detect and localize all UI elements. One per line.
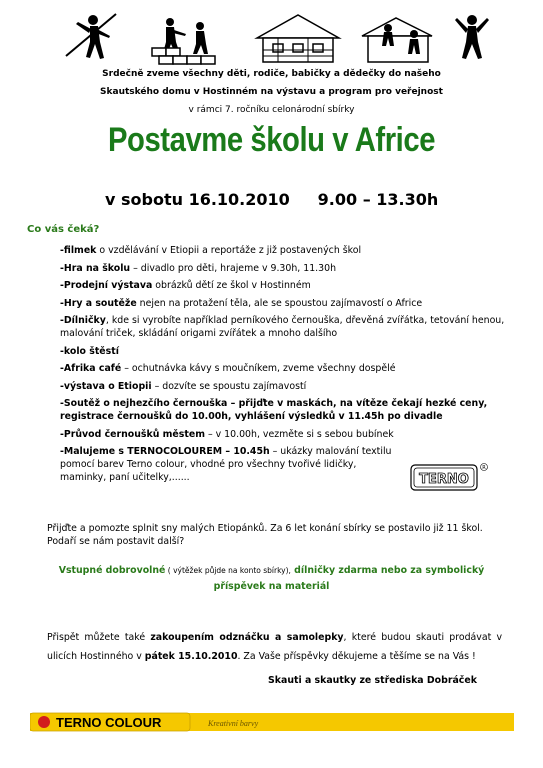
program-item-bold: -Hry a soutěže bbox=[60, 297, 137, 309]
program-item-text: obrázků dětí ze škol v Hostinném bbox=[152, 280, 311, 291]
program-item-bold: -Hra na školu bbox=[60, 262, 131, 274]
contrib-bold-1: zakoupením odznáčku a samolepky bbox=[150, 632, 344, 643]
builders-icon bbox=[150, 14, 220, 66]
entry-small: ( výtěžek půjde na konto sbírky), bbox=[165, 566, 291, 575]
program-item-bold: -kolo štěstí bbox=[60, 345, 119, 357]
program-item-bold: -filmek bbox=[60, 245, 97, 256]
program-item-text: nejen na protažení těla, ale se spoustou zajímavostí o Africe bbox=[136, 297, 423, 309]
contrib-text-3: . Za Vaše příspěvky děkujeme a těšíme se na Vás ! bbox=[237, 651, 476, 662]
program-item bbox=[60, 262, 515, 275]
contrib-bold-2: pátek 15.10.2010 bbox=[144, 651, 238, 662]
program-item bbox=[60, 279, 515, 292]
hunter-icon bbox=[60, 12, 120, 64]
program-item-bold: -Soutěž o nejhezčího černouška – přijďte v maskách, na vítěze čekají hezké ceny, registrace černoušků do 10.00h, vyhlášení výsledků v 11.45h po divadle bbox=[60, 398, 488, 422]
program-heading: Co vás čeká? bbox=[27, 224, 100, 235]
dancer-icon bbox=[452, 12, 492, 64]
footer-tagline: Kreativní barvy bbox=[208, 719, 259, 728]
intro-line-3: v rámci 7. ročníku celonárodní sbírky bbox=[188, 105, 355, 115]
program-item-bold: -Průvod černoušků městem bbox=[60, 428, 205, 440]
main-title: Postavme školu v Africe bbox=[107, 121, 436, 159]
intro-line-2: Skautského domu v Hostinném na výstavu a program pro veřejnost bbox=[100, 87, 443, 97]
entry-line-1 bbox=[0, 564, 543, 577]
signature: Skauti a skautky ze střediska Dobráček bbox=[268, 675, 477, 686]
terno-logo bbox=[410, 462, 490, 492]
program-item-bold: -Afrika café bbox=[60, 363, 122, 374]
svg-text:R: R bbox=[482, 465, 486, 471]
footer-brand: TERNO COLOUR bbox=[56, 715, 162, 730]
program-item bbox=[60, 244, 515, 257]
program-list bbox=[60, 244, 515, 489]
program-item-bold: -Dílničky bbox=[60, 315, 106, 326]
intro-line-1: Srdečně zveme všechny děti, rodiče, babičky a dědečky do našeho bbox=[102, 69, 441, 79]
program-item bbox=[60, 397, 515, 423]
program-item-text: – ochutnávka kávy s moučníkem, zveme všechny dospělé bbox=[121, 363, 396, 374]
program-item bbox=[60, 428, 515, 441]
contribution-paragraph bbox=[47, 628, 502, 666]
program-item bbox=[60, 380, 515, 393]
contrib-text-1: Přispět můžete také bbox=[47, 632, 151, 643]
entry-green-2: dílničky zdarma nebo za symbolický bbox=[290, 565, 485, 576]
program-item-bold: -výstava o Etiopii bbox=[60, 380, 152, 392]
terno-logo-text: TERNO bbox=[419, 472, 469, 487]
invite-paragraph: Přijďte a pomozte splnit sny malých Etiopánků. Za 6 let konání sbírky se postavilo již 11 škol. Podaří se nám postavit další? bbox=[47, 523, 483, 547]
program-item bbox=[60, 297, 515, 310]
program-item bbox=[60, 314, 515, 340]
program-item-text: – dozvíte se spoustu zajímavostí bbox=[151, 380, 307, 392]
entry-line-2 bbox=[0, 580, 543, 593]
program-item-text: , kde si vyrobíte například perníkového černouška, dřevěná zvířátka, tetování henou, malování triček, skládání origami zvířátek a mnoho dalšího bbox=[60, 315, 505, 339]
program-item-text: – ukázky malování textilu pomocí barev Terno colour, vhodné pro všechny tvořivé lidičky, maminky, paní učitelky,...... bbox=[60, 446, 392, 483]
school-building-icon bbox=[253, 12, 343, 64]
entry-green-3: příspěvek na materiál bbox=[213, 581, 330, 592]
entry-green-1: Vstupné dobrovolné bbox=[58, 565, 166, 576]
program-item-bold: -Prodejní výstava bbox=[60, 280, 153, 291]
event-date: v sobotu 16.10.2010 9.00 – 13.30h bbox=[105, 190, 439, 209]
program-item bbox=[60, 445, 395, 484]
program-item bbox=[60, 345, 515, 358]
program-item-text: – divadlo pro děti, hrajeme v 9.30h, 11.30h bbox=[130, 262, 337, 274]
terno-colour-banner bbox=[30, 711, 514, 733]
program-item bbox=[60, 362, 515, 375]
program-item-bold: -Malujeme s TERNOCOLOUREM – 10.45h bbox=[60, 446, 270, 457]
program-item-text: o vzdělávání v Etiopii a reportáže z již postavených škol bbox=[96, 245, 362, 256]
program-item-text: – v 10.00h, vezměte si s sebou bubínek bbox=[204, 428, 394, 440]
house-builders-icon bbox=[358, 12, 438, 64]
contrib-text-2: , které budou skauti prodávat v ulicích Hostinného v bbox=[47, 632, 503, 662]
